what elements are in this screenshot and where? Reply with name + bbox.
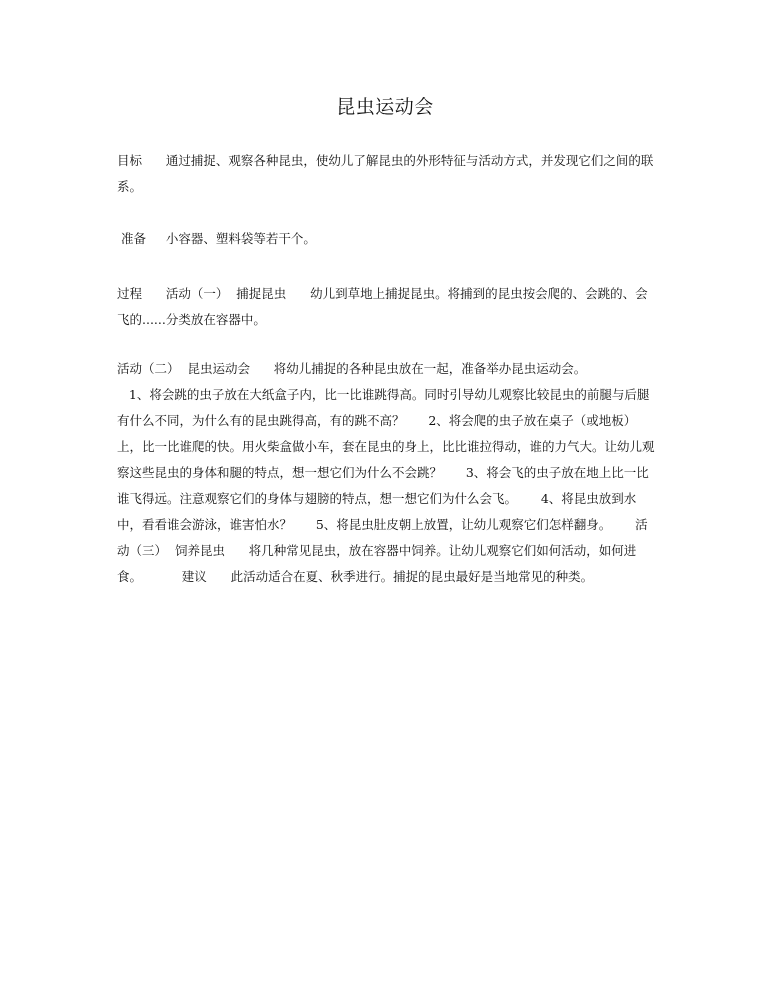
document-title: 昆虫运动会 [336,96,434,118]
process-paragraph: 过程 活动（一） 捕捉昆虫 幼儿到草地上捕捉昆虫。将捕到的昆虫按会爬的、会跳的、会飞的......分类放在容器中。 [117,286,648,327]
preparation-paragraph: 准备 小容器、塑料袋等若干个。 [117,231,316,246]
activity-paragraph: 活动（二） 昆虫运动会 将幼儿捕捉的各种昆虫放在一起，准备举办昆虫运动会。 1、将会跳的虫子放在大纸盒子内，比一比谁跳得高。同时引导幼儿观察比较昆虫的前腿与后腿有什么不同，为什么有的昆虫跳得高，有的跳不高？ 2、将会爬的虫子放在桌子（或地板）上，比一比谁爬的快。用火柴盒做小车，套在昆虫的身上，比比谁拉得动，谁的力气大。让幼儿观察这些昆虫的身体和腿的特点，想一想它们为什么不会跳？ 3、将会飞的虫子放在地上比一比谁飞得远。注意观察它们的身体与翅膀的特点，想一想它们为什么会飞。 4、将昆虫放到水中，看看谁会游泳，谁害怕水？ 5、将昆虫肚皮朝上放置，让幼儿观察它们怎样翻身。 活动（三） 饲养昆虫 将几种常见昆虫，放在容器中饲养。让幼儿观察它们如何活动，如何进食。 建议 此活动适合在夏、秋季进行。捕捉的昆虫最好是当地常见的种类。 [117,361,655,584]
goal-paragraph: 目标 通过捕捉、观察各种昆虫，使幼儿了解昆虫的外形特征与活动方式，并发现它们之间的联系。 [117,153,654,194]
